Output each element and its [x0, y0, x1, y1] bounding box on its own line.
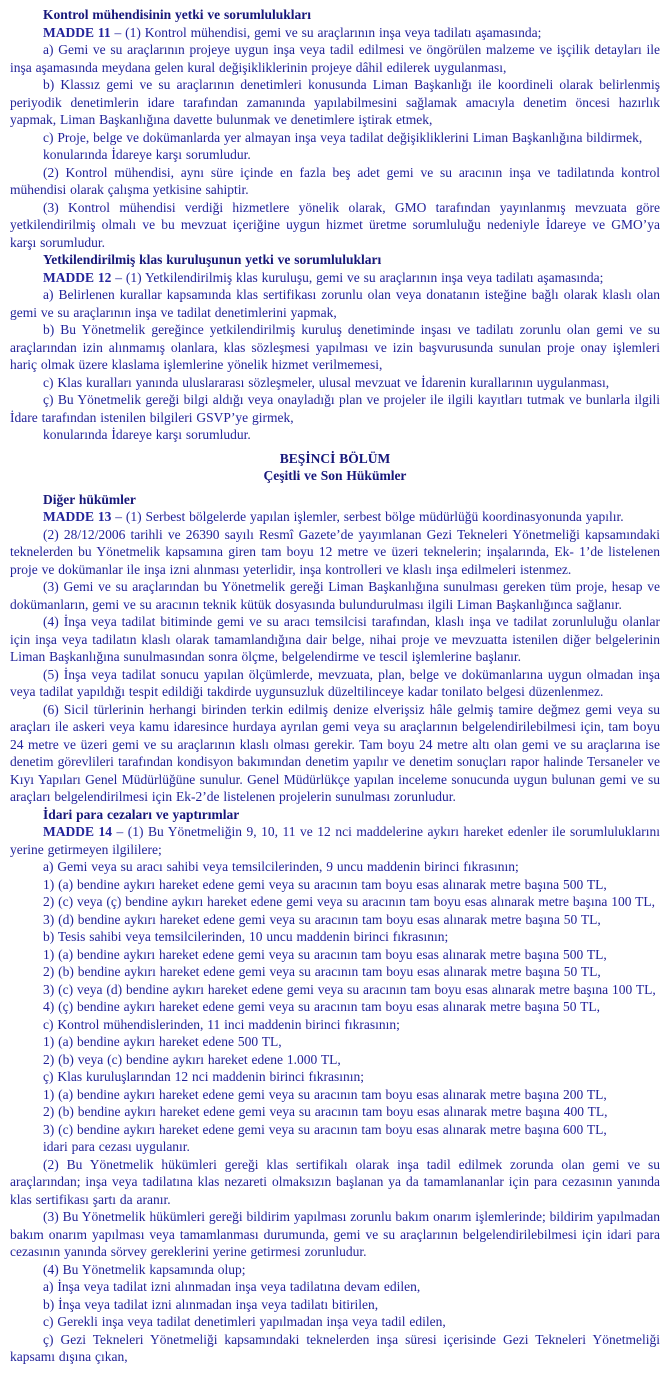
paragraph: 2) (b) bendine aykırı hareket edene gemi veya su aracının tam boyu esas alınarak metre başına 400 TL,: [43, 1104, 608, 1119]
paragraph: 2) (c) veya (ç) bendine aykırı hareket edene gemi veya su aracının tam boyu esas alınarak metre başına 100 TL,: [43, 894, 655, 909]
paragraph: a) İnşa veya tadilat izni alınmadan inşa veya tadilatına devam edilen,: [43, 1279, 421, 1294]
paragraph: 1) (a) bendine aykırı hareket edene 500 TL,: [43, 1034, 282, 1049]
paragraph: (3) Kontrol mühendisi verdiği hizmetlere yönelik olarak, GMO tarafından yayınlanmış mevzuata göre yetkilendirilmiş olmalı ve bu mevzuat içeriğine uygun hizmet üretme sorumluluğu nedeniyle İdareye ve GMO’ya karşı sorumludur.: [10, 199, 660, 250]
paragraph: (2) Bu Yönetmelik hükümleri gereği klas sertifikalı olarak inşa tadil edilmek zorunda olan gemi ve su araçlarından; inşa veya tadilatına klas nezareti olmaksızın başlanan ya da tamamlananlar için para cezasının yanında klas sertifikası şartı da aranır.: [10, 1156, 660, 1207]
paragraph: (2) 28/12/2006 tarihli ve 26390 sayılı Resmî Gazete’de yayımlanan Gezi Tekneleri Yönetmeliği kapsamındaki teknelerden bu Yönetmelik kapsamına giren tam boyu 12 metre ve üzeri teknelerin; inşalarında, Ek- 1’de listelenen proje ve dokümanlar ile inşa izni alınması yeterlidir, inşa kontrolleri ve klaslı inşa edilmeleri istenmez.: [10, 526, 660, 577]
article-heading: İdari para cezaları ve yaptırımlar: [43, 806, 240, 822]
paragraph: konularında İdareye karşı sorumludur.: [43, 427, 251, 442]
article-heading: Diğer hükümler: [43, 491, 136, 507]
paragraph: idari para cezası uygulanır.: [43, 1139, 190, 1154]
paragraph: ç) Bu Yönetmelik gereği bilgi aldığı veya onayladığı plan ve projeler ile ilgili kayıtları tutmak ve bunlarla ilgili İdare tarafından istenilen bilgileri GSVP’ye girmek,: [10, 392, 660, 425]
article-heading: Yetkilendirilmiş klas kuruluşunun yetki ve sorumlulukları: [43, 252, 382, 267]
paragraph: (4) İnşa veya tadilat bitiminde gemi ve su aracı temsilcisi tarafından, klaslı inşa ve tadilat zorunluluğu olanlar için inşa veya tadilatın klaslı olarak tamamlandığına dair belge, nihai proje ve mevzuatta istenilen diğer belgelerinin Liman Başkanlığına sunulmasından sonra ölçme, belgelendirme ve tescil işlemlerine başlanır.: [10, 614, 660, 664]
paragraph: 2) (b) veya (c) bendine aykırı hareket edene 1.000 TL,: [43, 1051, 341, 1067]
paragraph: (5) İnşa veya tadilat sonucu yapılan ölçümlerde, mevzuata, plan, belge ve dokümanlarına uygun olmadan inşa veya tadilat yapıldığı tespit edildiği takdirde uygunsuzluk düzeltilinceye kadar tonilato belgesi düzenlenmez.: [10, 666, 660, 699]
paragraph: c) Proje, belge ve dokümanlarda yer almayan inşa veya tadilat değişikliklerini Liman Başkanlığına bildirmek,: [43, 129, 643, 145]
paragraph: a) Belirlenen kurallar kapsamında klas sertifikası zorunlu olan veya donatanın isteğine bağlı olarak klaslı olan gemi ve su araçlarının inşa ve tadilat denetimlerini yapmak,: [10, 287, 660, 320]
paragraph: (2) Kontrol mühendisi, aynı süre içinde en fazla beş adet gemi ve su aracının inşa ve tadilatında kontrol mühendisi olarak çalışma yetkisine sahiptir.: [10, 164, 660, 197]
paragraph: 1) (a) bendine aykırı hareket edene gemi veya su aracının tam boyu esas alınarak metre başına 500 TL,: [43, 876, 607, 892]
paragraph: ç) Klas kuruluşlarından 12 nci maddenin birinci fıkrasının;: [43, 1069, 365, 1084]
paragraph: b) İnşa veya tadilat izni alınmadan inşa veya tadilatı bitirilen,: [43, 1296, 379, 1312]
chapter-heading: BEŞİNCİ BÖLÜM: [279, 450, 391, 466]
paragraph: 4) (ç) bendine aykırı hareket edene gemi veya su aracının tam boyu esas alınarak metre başına 50 TL,: [43, 999, 601, 1014]
paragraph: 1) (a) bendine aykırı hareket edene gemi veya su aracının tam boyu esas alınarak metre başına 500 TL,: [43, 946, 607, 962]
paragraph: 2) (b) bendine aykırı hareket edene gemi veya su aracının tam boyu esas alınarak metre başına 50 TL,: [43, 964, 601, 979]
paragraph: c) Kontrol mühendislerinden, 11 inci maddenin birinci fıkrasının;: [43, 1016, 400, 1032]
article-heading: Kontrol mühendisinin yetki ve sorumlulukları: [43, 7, 312, 22]
paragraph: 1) (a) bendine aykırı hareket edene gemi veya su aracının tam boyu esas alınarak metre başına 200 TL,: [43, 1086, 607, 1102]
document-body: [10, 6, 660, 1366]
paragraph: 3) (c) bendine aykırı hareket edene gemi veya su aracının tam boyu esas alınarak metre başına 600 TL,: [43, 1121, 607, 1137]
paragraph: konularında İdareye karşı sorumludur.: [43, 147, 251, 162]
paragraph: (3) Gemi ve su araçlarından bu Yönetmelik gereği Liman Başkanlığına sunulması gereken tüm proje, hesap ve dokümanların, gemi ve su aracının teknik kütük dosyasında bulundurulması ilgili Liman Başkanlığınca sağlanır.: [10, 579, 660, 612]
paragraph: b) Tesis sahibi veya temsilcilerinden, 10 uncu maddenin birinci fıkrasının;: [43, 929, 449, 944]
chapter-heading: Çeşitli ve Son Hükümler: [263, 468, 407, 483]
madde-number-label: MADDE 14: [43, 824, 113, 839]
paragraph: MADDE 13 – (1) Serbest bölgelerde yapılan işlemler, serbest bölge müdürlüğü koordinasyonunda yapılır.: [43, 509, 624, 524]
paragraph: c) Gerekli inşa veya tadilat denetimleri yapılmadan inşa veya tadil edilen,: [43, 1314, 446, 1329]
paragraph: MADDE 14 – (1) Bu Yönetmeliğin 9, 10, 11 ve 12 nci maddelerine aykırı hareket edenler ile sorumluluklarını yerine getirmeyen ilgililere;: [10, 824, 660, 857]
paragraph: (4) Bu Yönetmelik kapsamında olup;: [43, 1261, 246, 1277]
paragraph: (3) Bu Yönetmelik hükümleri gereği bildirim yapılması zorunlu bakım onarım işlemlerinde; bildirim yapılmadan bakım onarım yapılması veya tamamlanması durumunda, gemi ve su araçlarının belgelendirilebilmesi için idari para cezasının yanında sörvey gereklerini yerine getirmesi zorunludur.: [10, 1209, 660, 1259]
paragraph: MADDE 11 – (1) Kontrol mühendisi, gemi ve su araçlarının inşa veya tadilatı aşamasında;: [43, 24, 542, 40]
paragraph: 3) (c) veya (d) bendine aykırı hareket edene gemi veya su aracının tam boyu esas alınarak metre başına 100 TL,: [43, 981, 656, 997]
paragraph: b) Bu Yönetmelik gereğince yetkilendirilmiş kuruluş denetiminde inşası ve tadilatı zorunlu olan gemi ve su araçlarından izin alınmamış olanlara, klas sözleşmesi yapılması ve izin başvurusunda sunulan proje onay işlemleri hariç olmak üzere klaslama işlemlerine yönelik hizmet verilmemesi,: [10, 322, 660, 372]
paragraph: (6) Sicil türlerinin herhangi birinden terkin edilmiş denize elverişsiz hâle gelmiş tamire değmez gemi veya su araçları ile askeri veya kamu idaresince hurdaya ayrılan gemi veya su araçlarının belgelendirilebilmesi için, tam boyu 24 metre ve üzeri gemi ve su araçlarının klaslı olması gerekir. Tam boyu 24 metre altı olan gemi ve su araçlarına ise denetim görevlileri tarafından kondisyon bakımından denetim yapılır ve denetim sonuçları rapor halinde Tersaneler ve Kıyı Yapıları Genel Müdürlüğüne sunulur. Genel Müdürlükçe yapılan inceleme sonucunda uygun bulunan gemi ve su araçları belgelendirilmesi için Ek-2’de listelenen projelerin sunulması zorunludur.: [10, 701, 660, 804]
paragraph: c) Klas kuralları yanında uluslararası sözleşmeler, ulusal mevzuat ve İdarenin kurallarının uygulanması,: [43, 374, 610, 390]
paragraph: b) Klassız gemi ve su araçlarının denetimleri konusunda Liman Başkanlığı ile koordineli olarak belirlenmiş periyodik denetimlerin idare tarafından zamanında yapılabilmesini sağlamak amacıyla denetim öncesi hazırlık yapmak, Liman Başkanlığına davette bulunmak ve denetimlere iştirak etmek,: [10, 77, 660, 127]
paragraph: 3) (d) bendine aykırı hareket edene gemi veya su aracının tam boyu esas alınarak metre başına 50 TL,: [43, 911, 601, 927]
paragraph: a) Gemi ve su araçlarının projeye uygun inşa veya tadil edilmesi ve öngörülen malzeme ve işçilik detayları ile inşa aşamasında meydana gelen kural değişikliklerinin projeye dâhil edilerek uygulanması,: [10, 42, 660, 75]
paragraph: a) Gemi veya su aracı sahibi veya temsilcilerinden, 9 uncu maddenin birinci fıkrasının;: [43, 859, 519, 874]
madde-number-label: MADDE 12: [43, 269, 112, 285]
madde-number-label: MADDE 13: [43, 509, 112, 524]
paragraph: MADDE 12 – (1) Yetkilendirilmiş klas kuruluşu, gemi ve su araçlarının inşa veya tadilatı aşamasında;: [43, 269, 604, 285]
paragraph: ç) Gezi Tekneleri Yönetmeliği kapsamındaki teknelerden inşa süresi içerisinde Gezi Tekneleri Yönetmeliği kapsamı dışına çıkan,: [10, 1331, 660, 1364]
madde-number-label: MADDE 11: [43, 24, 111, 40]
